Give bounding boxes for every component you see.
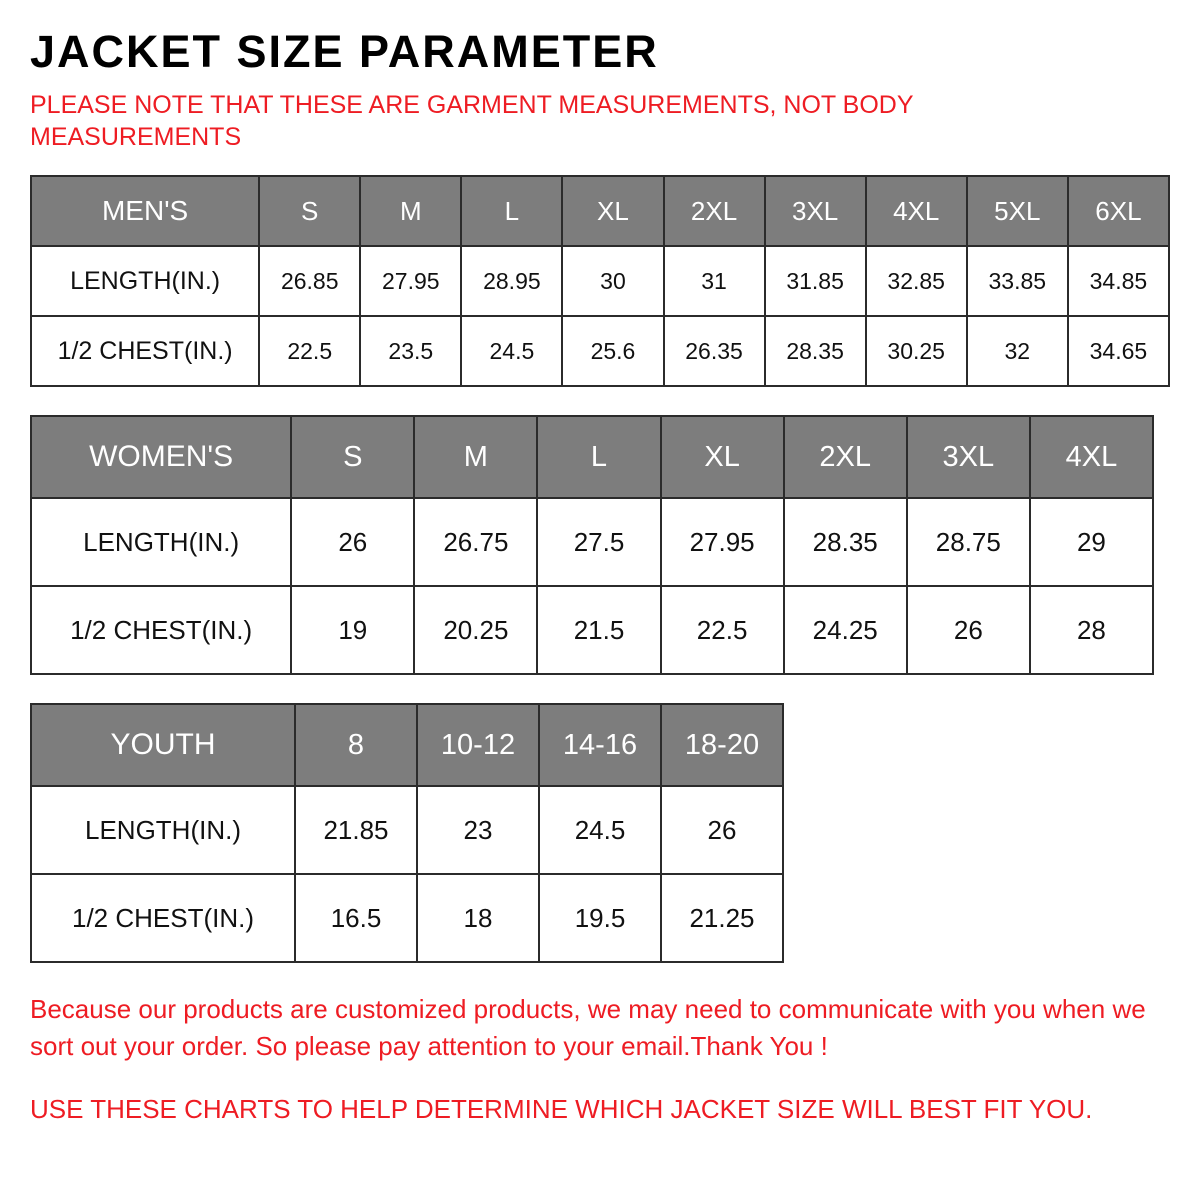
table-cell: 29 [1030, 498, 1153, 586]
table-cell: 28.35 [765, 316, 866, 386]
table-cell: 28.95 [461, 246, 562, 316]
row-label-half-chest: 1/2 CHEST(IN.) [31, 874, 295, 962]
table-header-row [31, 176, 1169, 246]
size-header-xl: XL [661, 416, 784, 498]
table-cell: 26.75 [414, 498, 537, 586]
table-cell: 21.85 [295, 786, 417, 874]
table-row [31, 246, 1169, 316]
table-cell: 21.5 [537, 586, 660, 674]
table-cell: 27.95 [661, 498, 784, 586]
size-header-l: L [461, 176, 562, 246]
table-header-row [31, 416, 1153, 498]
table-row [31, 586, 1153, 674]
table-cell: 28 [1030, 586, 1153, 674]
size-header-3xl: 3XL [907, 416, 1030, 498]
table-cell: 32.85 [866, 246, 967, 316]
table-row [31, 786, 783, 874]
row-label-length: LENGTH(IN.) [31, 246, 259, 316]
youth-label: YOUTH [31, 704, 295, 786]
table-cell: 31 [664, 246, 765, 316]
row-label-length: LENGTH(IN.) [31, 498, 291, 586]
table-cell: 28.35 [784, 498, 907, 586]
table-cell: 26 [907, 586, 1030, 674]
size-header-2xl: 2XL [784, 416, 907, 498]
mens-size-table [30, 175, 1170, 387]
size-header-14-16: 14-16 [539, 704, 661, 786]
table-cell: 28.75 [907, 498, 1030, 586]
size-header-m: M [414, 416, 537, 498]
table-cell: 24.5 [461, 316, 562, 386]
size-header-s: S [259, 176, 360, 246]
table-cell: 31.85 [765, 246, 866, 316]
table-cell: 26 [291, 498, 414, 586]
table-cell: 22.5 [661, 586, 784, 674]
table-cell: 27.95 [360, 246, 461, 316]
size-header-4xl: 4XL [866, 176, 967, 246]
table-row [31, 316, 1169, 386]
footer-note-customization: Because our products are customized products, we may need to communicate with you when we sort out your order. So please pay attention to your email.Thank You ! [30, 994, 1146, 1062]
table-cell: 30.25 [866, 316, 967, 386]
size-header-l: L [537, 416, 660, 498]
table-cell: 26.35 [664, 316, 765, 386]
table-cell: 19 [291, 586, 414, 674]
table-cell: 34.65 [1068, 316, 1169, 386]
table-cell: 20.25 [414, 586, 537, 674]
table-header-row [31, 704, 783, 786]
page-title: JACKET SIZE PARAMETER [30, 26, 659, 77]
table-row [31, 874, 783, 962]
footer-note-charts: USE THESE CHARTS TO HELP DETERMINE WHICH JACKET SIZE WILL BEST FIT YOU. [30, 1094, 1093, 1125]
row-label-half-chest: 1/2 CHEST(IN.) [31, 316, 259, 386]
size-header-3xl: 3XL [765, 176, 866, 246]
youth-size-table [30, 703, 784, 963]
table-cell: 34.85 [1068, 246, 1169, 316]
size-header-18-20: 18-20 [661, 704, 783, 786]
table-cell: 16.5 [295, 874, 417, 962]
size-header-2xl: 2XL [664, 176, 765, 246]
table-cell: 25.6 [562, 316, 663, 386]
measurement-note: PLEASE NOTE THAT THESE ARE GARMENT MEASUREMENTS, NOT BODY MEASUREMENTS [30, 91, 914, 152]
size-header-6xl: 6XL [1068, 176, 1169, 246]
row-label-length: LENGTH(IN.) [31, 786, 295, 874]
size-header-5xl: 5XL [967, 176, 1068, 246]
table-cell: 26 [661, 786, 783, 874]
row-label-half-chest: 1/2 CHEST(IN.) [31, 586, 291, 674]
table-cell: 18 [417, 874, 539, 962]
womens-label: WOMEN'S [31, 416, 291, 498]
womens-size-table [30, 415, 1154, 675]
table-cell: 33.85 [967, 246, 1068, 316]
table-cell: 19.5 [539, 874, 661, 962]
table-cell: 26.85 [259, 246, 360, 316]
table-cell: 24.5 [539, 786, 661, 874]
table-cell: 22.5 [259, 316, 360, 386]
size-header-xl: XL [562, 176, 663, 246]
mens-label: MEN'S [31, 176, 259, 246]
size-header-s: S [291, 416, 414, 498]
table-cell: 23 [417, 786, 539, 874]
size-header-10-12: 10-12 [417, 704, 539, 786]
table-cell: 32 [967, 316, 1068, 386]
table-cell: 23.5 [360, 316, 461, 386]
size-header-m: M [360, 176, 461, 246]
table-cell: 30 [562, 246, 663, 316]
size-header-4xl: 4XL [1030, 416, 1153, 498]
table-cell: 24.25 [784, 586, 907, 674]
table-cell: 21.25 [661, 874, 783, 962]
table-row [31, 498, 1153, 586]
table-cell: 27.5 [537, 498, 660, 586]
size-header-8: 8 [295, 704, 417, 786]
